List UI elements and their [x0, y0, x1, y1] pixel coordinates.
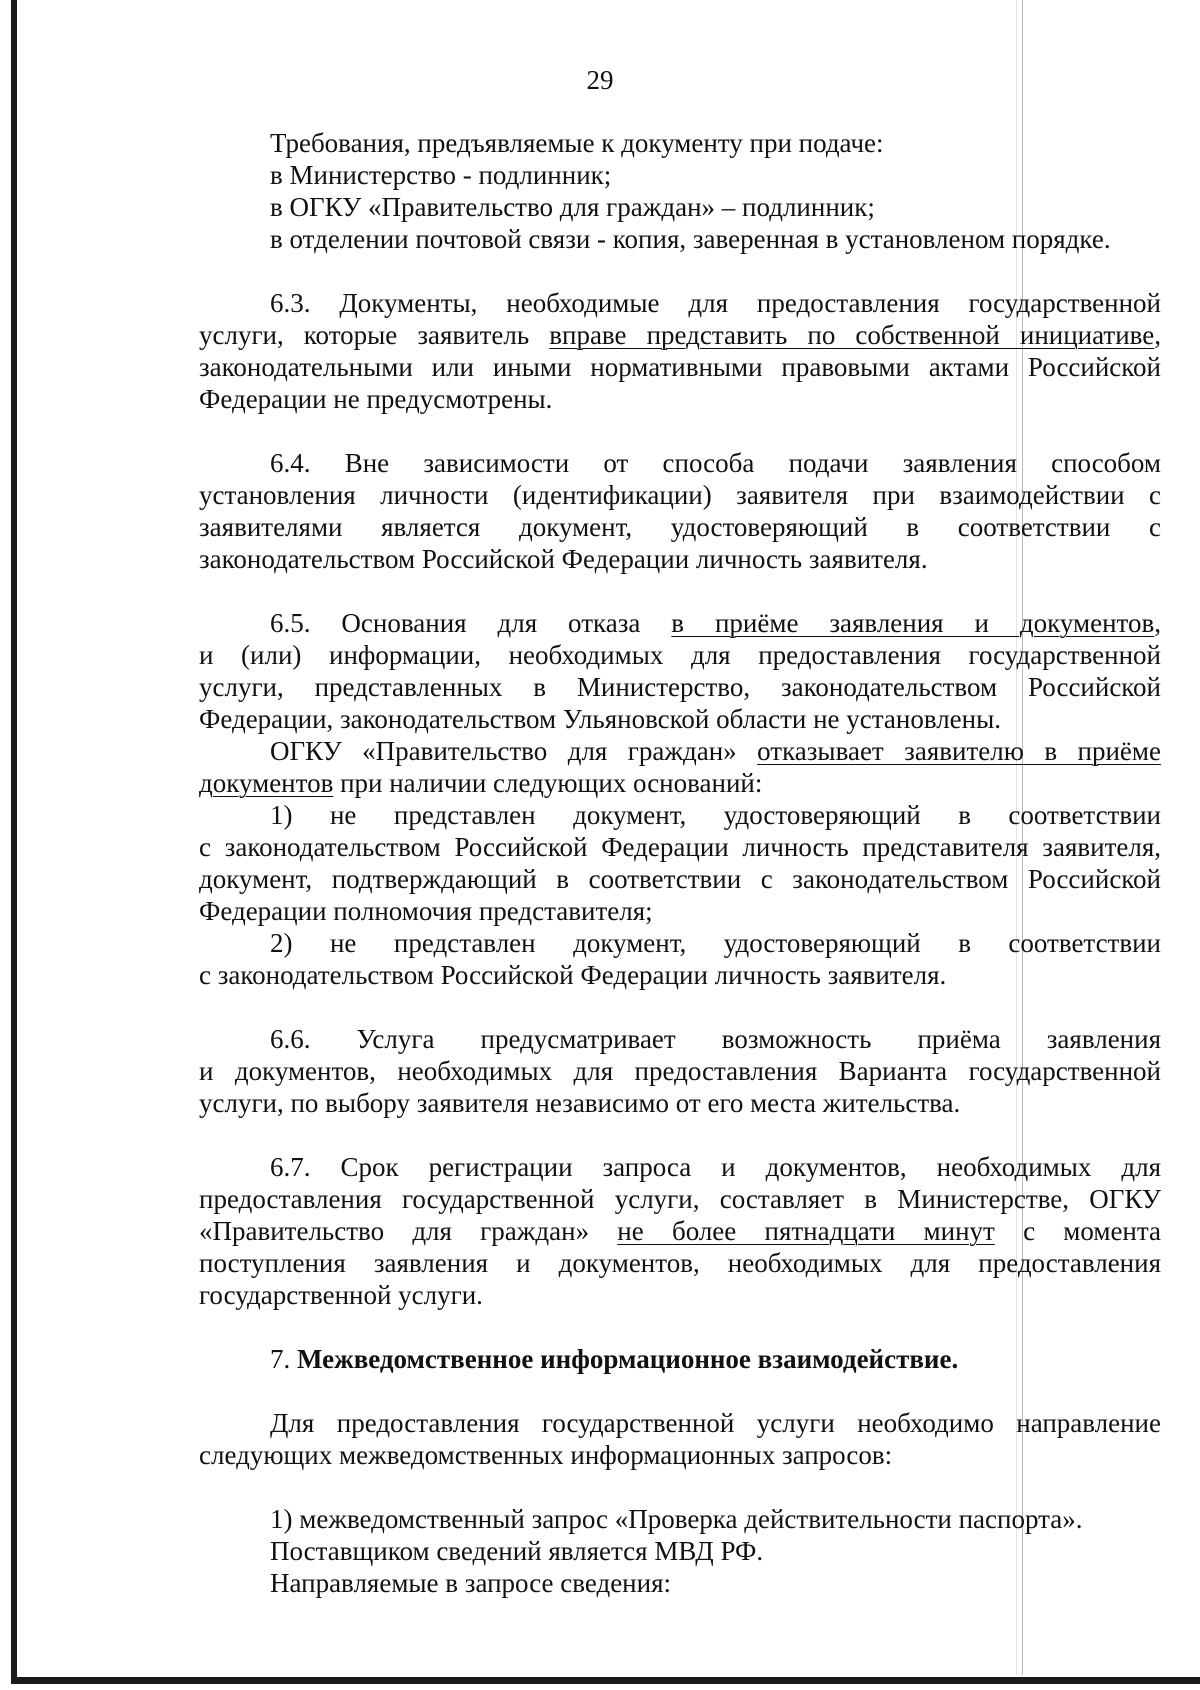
list-item-1-line: с законодательством Российской Федерации личность представителя заявителя,	[199, 832, 1161, 862]
request-1: 1) межведомственный запрос «Проверка действительности паспорта».	[270, 1504, 1083, 1534]
para-6-5-line: документов при наличии следующих оснований:	[199, 768, 763, 798]
para-6-4-line: заявителями является документ, удостоверяющий в соответствии с	[199, 512, 1161, 542]
requirement-ogku: в ОГКУ «Правительство для граждан» – подлинник;	[270, 192, 875, 222]
section-7-heading: 7. Межведомственное информационное взаимодействие.	[270, 1344, 959, 1374]
para-6-5-line: и (или) информации, необходимых для предоставления государственной	[199, 640, 1161, 670]
para-6-6-line: услуги, по выбору заявителя независимо от его места жительства.	[199, 1088, 961, 1118]
para-6-5-line: ОГКУ «Правительство для граждан» отказывает заявителю в приёме	[270, 736, 1161, 766]
requirement-ministry: в Министерство - подлинник;	[270, 160, 612, 190]
sent-data-line: Направляемые в запросе сведения:	[270, 1568, 671, 1598]
para-6-4-line: законодательством Российской Федерации личность заявителя.	[199, 544, 928, 574]
scan-border-left	[11, 0, 17, 1682]
para-6-5-line: Федерации, законодательством Ульяновской области не установлены.	[199, 704, 1002, 734]
requirement-post: в отделении почтовой связи - копия, заверенная в установленом порядке.	[270, 224, 1111, 254]
para-6-7-line: «Правительство для граждан» не более пятнадцати минут с момента	[199, 1216, 1161, 1246]
list-item-2-line: 2) не представлен документ, удостоверяющий в соответствии	[270, 928, 1161, 958]
section-7-intro-line: Для предоставления государственной услуги необходимо направление	[270, 1408, 1161, 1438]
underlined-phrase: вправе представить по собственной инициативе	[549, 320, 1155, 350]
para-6-7-line: предоставления государственной услуги, составляет в Министерстве, ОГКУ	[199, 1184, 1161, 1214]
para-6-7-line: 6.7. Срок регистрации запроса и документов, необходимых для	[270, 1152, 1161, 1182]
para-6-3-line: законодательными или иными нормативными правовыми актами Российской	[199, 352, 1161, 382]
list-item-1-line: документ, подтверждающий в соответствии с законодательством Российской	[199, 864, 1161, 894]
para-6-3-line: Федерации не предусмотрены.	[199, 384, 553, 414]
list-item-1-line: 1) не представлен документ, удостоверяющий в соответствии	[270, 800, 1161, 830]
para-6-4-line: 6.4. Вне зависимости от способа подачи заявления способом	[270, 448, 1161, 478]
para-6-4-line: установления личности (идентификации) заявителя при взаимодействии с	[199, 480, 1161, 510]
para-6-6-line: и документов, необходимых для предоставления Варианта государственной	[199, 1056, 1161, 1086]
para-6-5-line: 6.5. Основания для отказа в приёме заявления и документов,	[270, 608, 1162, 638]
supplier-line: Поставщиком сведений является МВД РФ.	[270, 1536, 764, 1566]
list-item-1-line: Федерации полномочия представителя;	[199, 896, 653, 926]
para-6-7-line: поступления заявления и документов, необходимых для предоставления	[199, 1248, 1161, 1278]
para-6-3-line: 6.3. Документы, необходимые для предоставления государственной	[270, 288, 1161, 318]
underlined-phrase: в приёме заявления и документов	[671, 608, 1155, 638]
page-number: 29	[586, 65, 614, 95]
para-6-3-line: услуги, которые заявитель вправе представить по собственной инициативе,	[199, 320, 1161, 350]
para-6-6-line: 6.6. Услуга предусматривает возможность приёма заявления	[270, 1024, 1161, 1054]
list-item-2-line: с законодательством Российской Федерации личность заявителя.	[199, 960, 947, 990]
para-6-7-line: государственной услуги.	[199, 1280, 483, 1310]
requirements-intro: Требования, предъявляемые к документу при подаче:	[270, 128, 884, 158]
underlined-phrase: документов	[199, 768, 334, 798]
section-7-intro-line: следующих межведомственных информационных запросов:	[199, 1440, 893, 1470]
underlined-phrase: не более пятнадцати минут	[617, 1216, 995, 1246]
underlined-phrase: отказывает заявителю в приёме	[757, 736, 1161, 766]
para-6-5-line: услуги, представленных в Министерство, законодательством Российской	[199, 672, 1161, 702]
scan-border-bottom	[11, 1677, 1200, 1684]
